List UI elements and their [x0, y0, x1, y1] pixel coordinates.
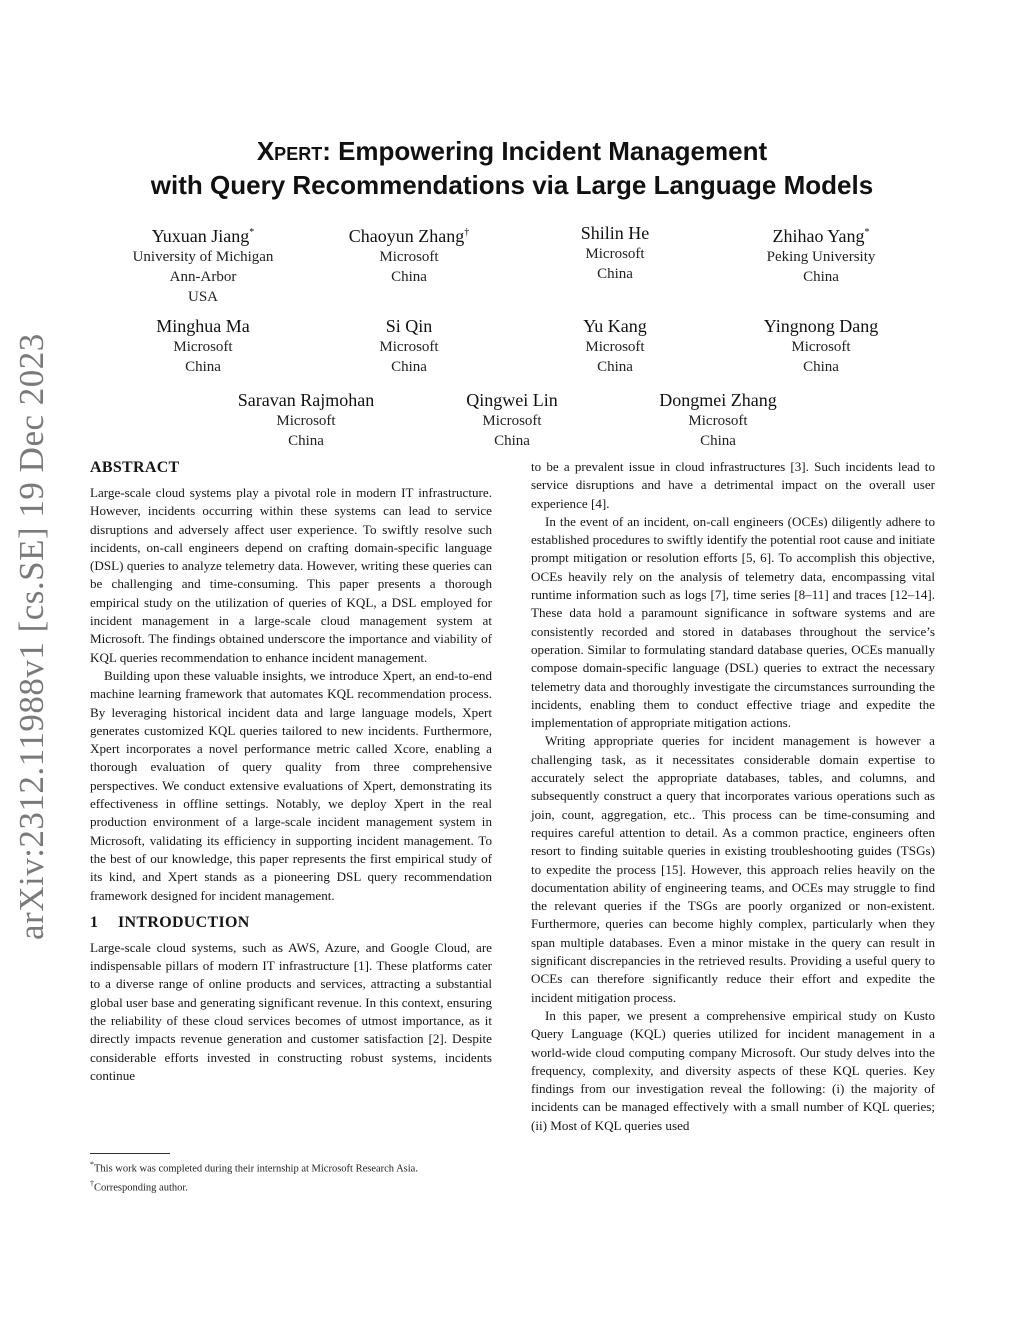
title-line-1-rest: : Empowering Incident Management — [322, 136, 768, 166]
author-country: China — [597, 359, 633, 375]
footnotes — [90, 1158, 490, 1195]
introduction-paragraph: Large-scale cloud systems, such as AWS, Azure, and Google Cloud, are indispensable pillars of modern IT infrastructure [1]. These platforms cater to a diverse range of online products and services, attracting a substantial global user base and generating significant revenue. In this context, ensuring the reliability of these cloud services becomes of utmost importance, as it directly impacts revenue generation and customer satisfaction [2]. Despite considerable efforts invested in constructing robust systems, incidents continue — [90, 939, 492, 1083]
author-country: China — [700, 433, 736, 449]
author-country: China — [288, 433, 324, 449]
author-country: China — [185, 359, 221, 375]
title-system-name: Xpert — [256, 136, 323, 166]
body-paragraph: to be a prevalent issue in cloud infrastructures [3]. Such incidents lead to service disruptions and have a detrimental impact on the overall user experience [4]. — [531, 459, 935, 511]
author-affiliation: University of Michigan — [132, 249, 274, 265]
author-city: Ann-Arbor — [169, 269, 237, 285]
paper-title — [90, 134, 934, 202]
author-block — [711, 315, 931, 377]
body-paragraph: Writing appropriate queries for incident management is however a challenging task, as it necessitates considerable domain expertise to accurately select the appropriate databases, tables, and columns, and subsequently construct a query that incorporates various operations such as join, count, aggregation, etc.. This process can be time-consuming and requires careful attention to detail. As a common practice, engineers often resort to finding suitable queries in existing troubleshooting guides (TSGs) to expedite the process [15]. However, this approach relies heavily on the documentation ability of engineering teams, and OCEs may struggle to find the relevant queries if the TSGs are poorly organized or non-existent. Furthermore, queries can become highly complex, particularly when they span multiple databases. Even a minor mistake in the query can result in significant discrepancies in the retrieved results. Providing a useful query to OCEs can therefore significantly reduce their effort and expedite the incident mitigation process. — [531, 733, 935, 1005]
introduction-heading — [90, 913, 492, 933]
section-title: INTRODUCTION — [118, 913, 250, 931]
title-line-2: with Query Recommendations via Large Language Models — [150, 170, 874, 200]
author-name: Chaoyun Zhang — [348, 226, 465, 246]
abstract-heading: ABSTRACT — [90, 459, 180, 476]
author-affiliation: Microsoft — [173, 339, 233, 355]
author-mark: * — [249, 227, 255, 238]
author-affiliation: Microsoft — [379, 249, 439, 265]
footnote-divider — [90, 1153, 170, 1154]
left-column — [90, 458, 492, 1085]
footnote-mark: † — [90, 1178, 94, 1188]
author-name: Qingwei Lin — [466, 390, 558, 410]
author-name: Dongmei Zhang — [659, 390, 777, 410]
author-affiliation: Microsoft — [379, 339, 439, 355]
author-affiliation: Microsoft — [585, 339, 645, 355]
author-block — [93, 222, 313, 307]
abstract-paragraph: Building upon these valuable insights, we introduce Xpert, an end-to-end machine learning framework that automates KQL recommendation process. By leveraging historical incident data and large language models, Xpert generates customized KQL queries tailored to new incidents. Furthermore, Xpert incorporates a novel performance metric called Xcore, enabling a thorough evaluation of query quality from three comprehensive perspectives. We conduct extensive evaluations of Xpert, demonstrating its effectiveness in offline settings. Notably, we deploy Xpert in the real production environment of a large-scale incident management system in Microsoft, validating its efficiency in supporting incident management. To the best of our knowledge, this paper represents the first empirical study of its kind, and Xpert stands as a pioneering DSL query recommendation framework designed for incident management. — [90, 667, 492, 903]
author-affiliation: Microsoft — [482, 413, 542, 429]
author-block — [711, 222, 931, 287]
author-block — [299, 315, 519, 377]
author-affiliation: Microsoft — [276, 413, 336, 429]
author-affiliation: Microsoft — [585, 246, 645, 262]
author-block — [196, 389, 416, 451]
author-country: USA — [187, 289, 218, 305]
author-name: Zhihao Yang — [772, 226, 865, 246]
footnote-mark: * — [90, 1160, 94, 1169]
arxiv-identifier: arXiv:2312.11988v1 [cs.SE] 19 Dec 2023 — [12, 333, 51, 940]
author-block — [505, 222, 725, 284]
author-block — [608, 389, 828, 451]
author-block — [299, 222, 519, 287]
footnote-text: Corresponding author. — [94, 1182, 188, 1193]
author-name: Si Qin — [385, 316, 433, 336]
author-affiliation: Peking University — [766, 249, 876, 265]
author-name: Yu Kang — [583, 316, 647, 336]
body-paragraph: In this paper, we present a comprehensive empirical study on Kusto Query Language (KQL) queries utilized for incident management in a world-wide cloud computing company Microsoft. Our study delves into the frequency, complexity, and diversity aspects of these KQL queries. Key findings from our investigation reveal the following: (i) the majority of incidents can be managed effectively with a small number of KQL queries; (ii) Most of KQL queries used — [531, 1007, 935, 1133]
author-name: Yingnong Dang — [763, 316, 879, 336]
author-country: China — [494, 433, 530, 449]
author-block — [402, 389, 622, 451]
author-country: China — [803, 359, 839, 375]
author-affiliation: Microsoft — [688, 413, 748, 429]
author-country: China — [597, 266, 633, 282]
author-mark: † — [464, 227, 470, 238]
author-country: China — [803, 269, 839, 285]
author-block — [505, 315, 725, 377]
abstract-paragraph: Large-scale cloud systems play a pivotal role in modern IT infrastructure. However, incidents occurring within these systems can lead to service disruptions and adversely affect user experience. To swiftly resolve such incidents, on-call engineers depend on crafting domain-specific language (DSL) queries to analyze telemetry data. However, writing these queries can be challenging and time-consuming. This paper presents a thorough empirical study on the utilization of queries of KQL, a DSL employed for incident management in a large-scale cloud management system at Microsoft. The findings obtained underscore the importance and viability of KQL queries recommendation to enhance incident management. — [90, 485, 492, 665]
body-paragraph: In the event of an incident, on-call engineers (OCEs) diligently adhere to established procedures to swiftly identify the potential root cause and initiate prompt mitigation or resolution efforts [5, 6]. To accomplish this objective, OCEs heavily rely on the analysis of telemetry data, encompassing vital runtime information such as logs [7], time series [8–11] and traces [12–14]. These data hold a paramount significance in software systems and are consistently recorded and stored in databases throughout the service’s operation. Similar to formulating standard database queries, OCEs manually compose domain-specific language (DSL) queries to extract the necessary telemetry data and thoroughly investigate the circumstances surrounding the incidents, enabling them to conduct effective triage and expedite the implementation of appropriate mitigation actions. — [531, 513, 935, 731]
footnote — [90, 1177, 490, 1196]
author-block — [93, 315, 313, 377]
author-name: Yuxuan Jiang — [151, 226, 250, 246]
footnote-text: This work was completed during their internship at Microsoft Research Asia. — [94, 1163, 418, 1175]
author-name: Shilin He — [580, 223, 650, 243]
author-country: China — [391, 269, 427, 285]
author-affiliation: Microsoft — [791, 339, 851, 355]
footnote — [90, 1158, 490, 1177]
author-mark: * — [864, 227, 870, 238]
author-country: China — [391, 359, 427, 375]
section-number: 1 — [90, 913, 99, 931]
author-name: Minghua Ma — [156, 316, 250, 336]
right-column — [531, 458, 935, 1135]
title-line-1 — [90, 134, 934, 168]
author-name: Saravan Rajmohan — [237, 390, 375, 410]
